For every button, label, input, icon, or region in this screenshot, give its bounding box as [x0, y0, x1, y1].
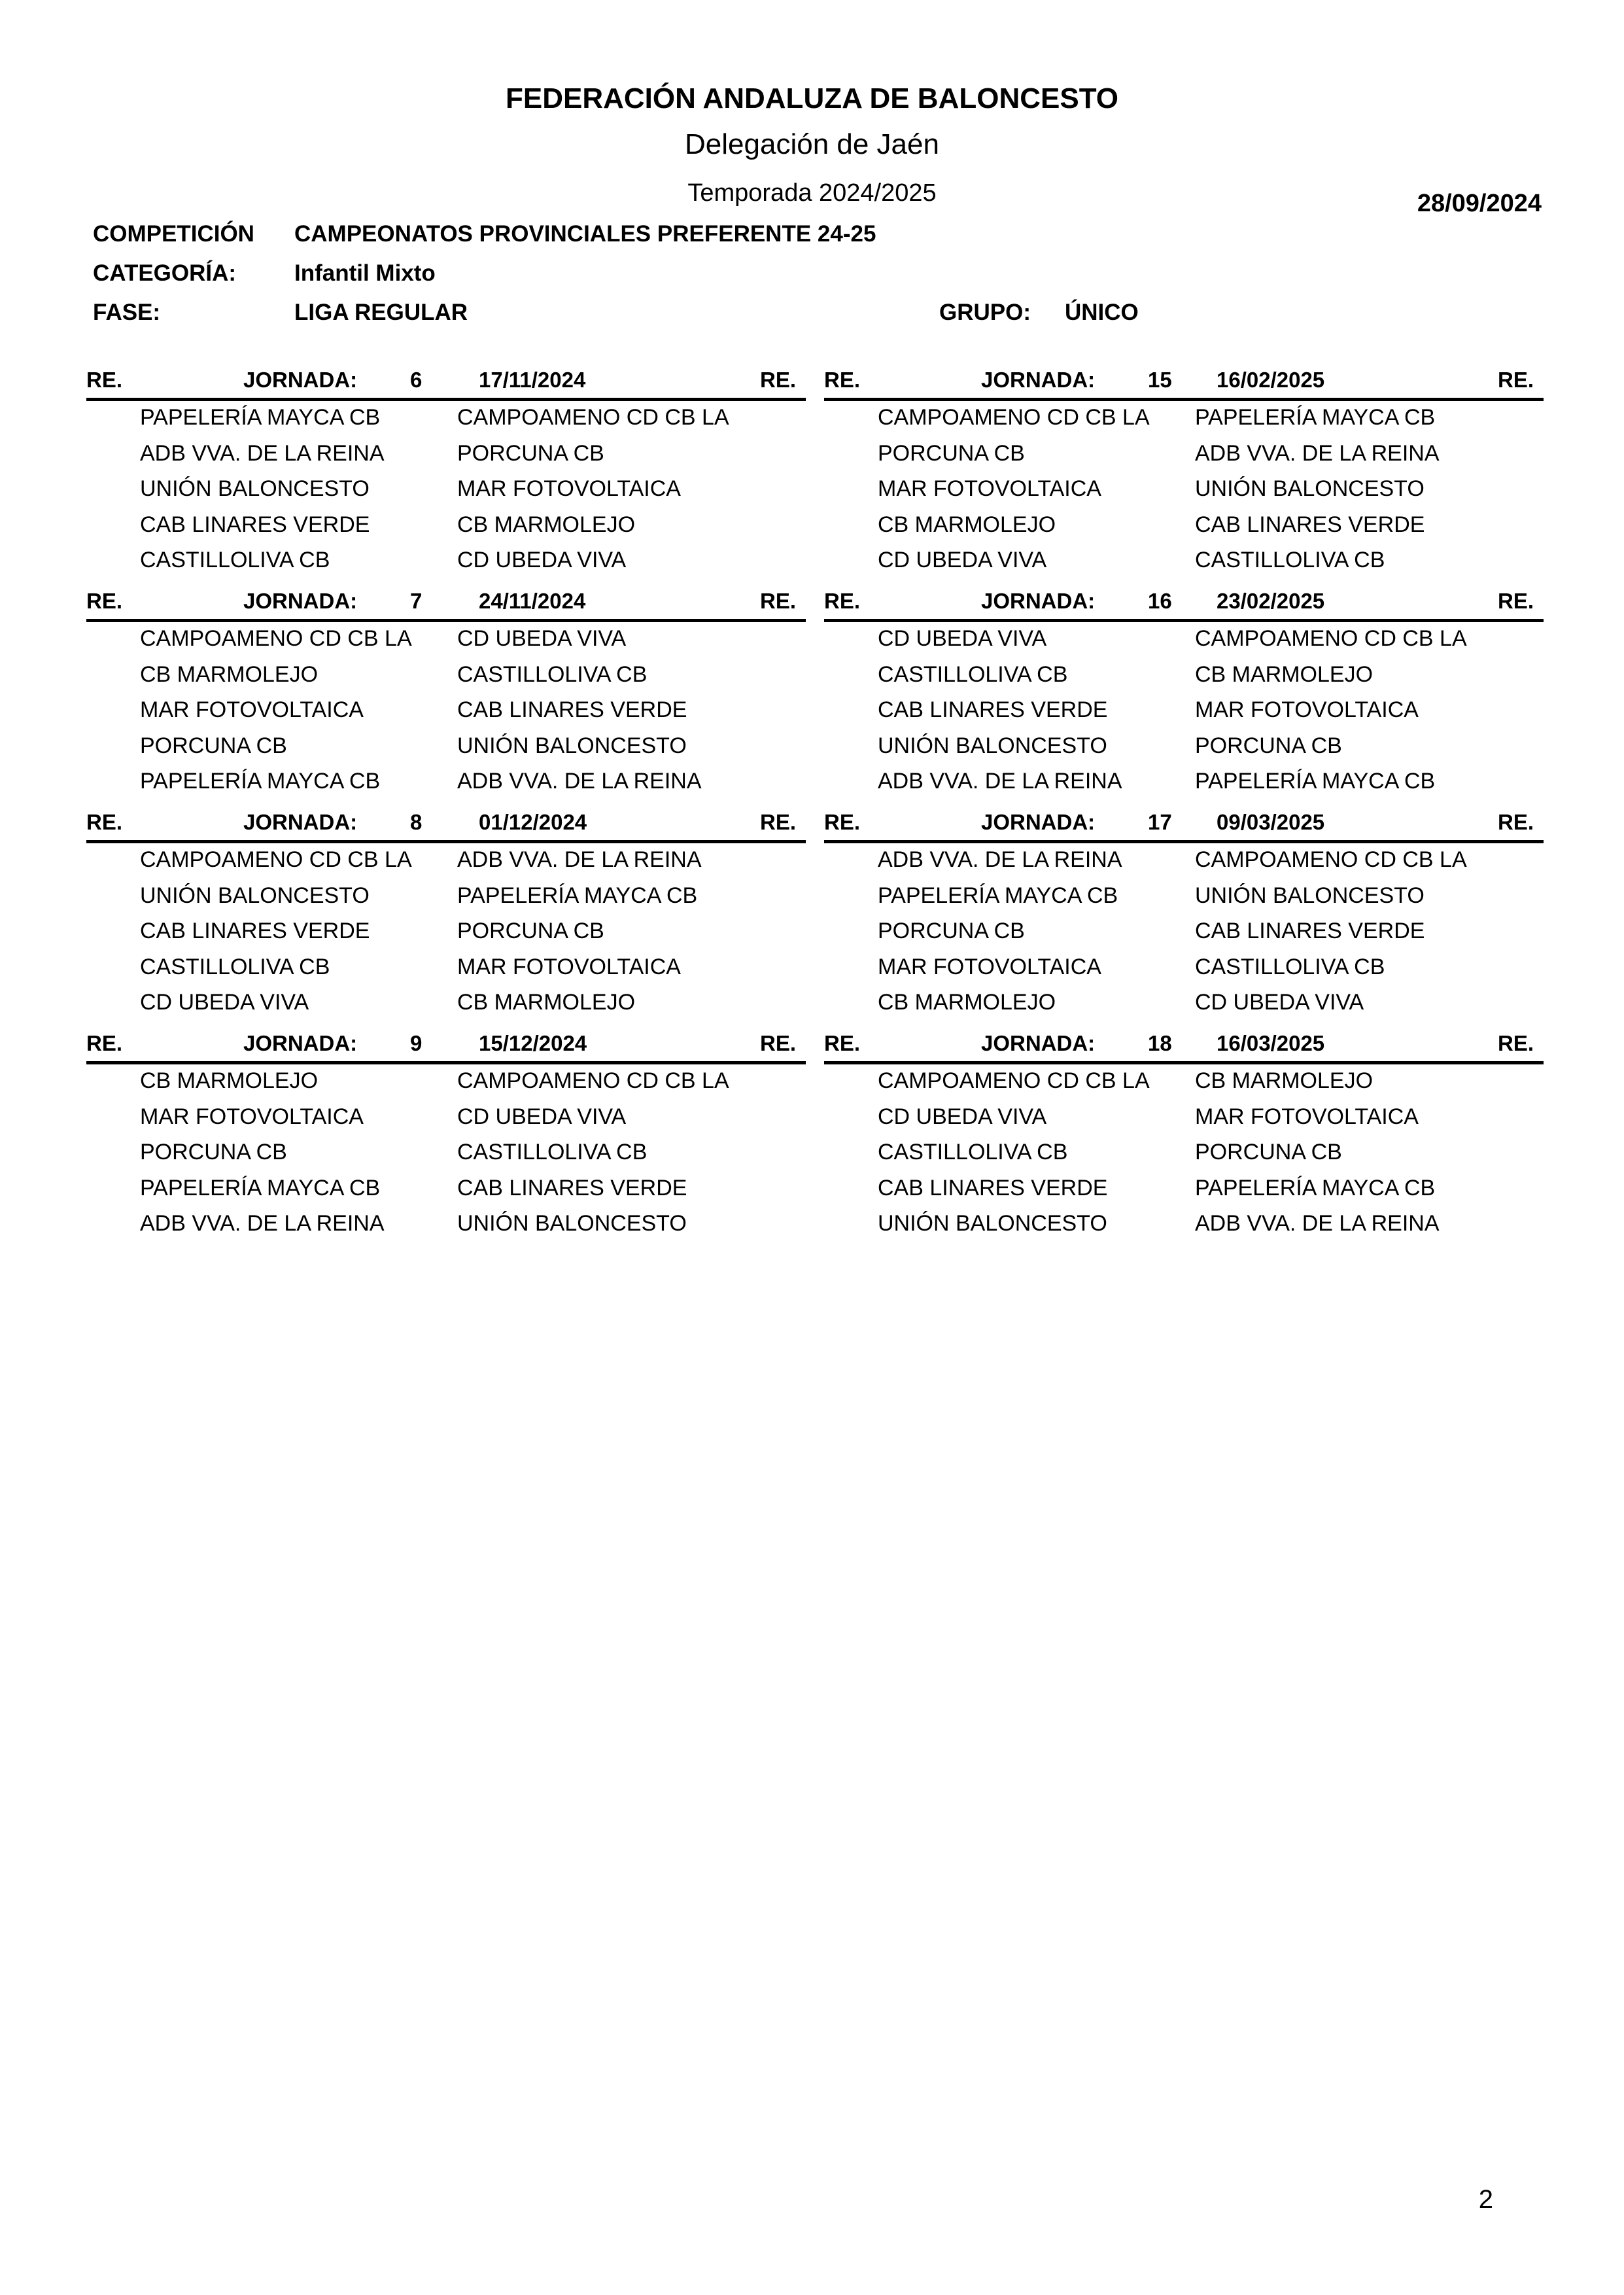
match-row [86, 1100, 806, 1136]
away-team: MAR FOTOVOLTAICA [457, 476, 681, 501]
home-team: CB MARMOLEJO [878, 512, 1056, 537]
away-team: CD UBEDA VIVA [457, 626, 627, 651]
document-date: 28/09/2024 [1417, 190, 1542, 217]
jornada-label: JORNADA: [243, 589, 358, 613]
home-team: CAB LINARES VERDE [140, 512, 370, 537]
match-row [824, 1172, 1544, 1208]
round-date: 01/12/2024 [479, 810, 587, 834]
re-label: RE. [86, 1031, 123, 1055]
away-team: CD UBEDA VIVA [1195, 990, 1364, 1015]
round-date: 16/02/2025 [1217, 368, 1325, 392]
away-team: CASTILLOLIVA CB [457, 661, 648, 687]
away-team: ADB VVA. DE LA REINA [457, 769, 702, 794]
jornada-number: 8 [410, 810, 423, 834]
round-header [824, 365, 1544, 401]
round-date: 17/11/2024 [479, 368, 586, 392]
home-team: PAPELERÍA MAYCA CB [140, 405, 381, 430]
match-row [824, 658, 1544, 694]
home-team: UNIÓN BALONCESTO [878, 733, 1107, 758]
home-team: PAPELERÍA MAYCA CB [878, 883, 1118, 908]
re-label: RE. [824, 368, 861, 392]
away-team: CAMPOAMENO CD CB LA [1195, 626, 1467, 651]
away-team: CASTILLOLIVA CB [457, 1140, 648, 1165]
home-team: CAMPOAMENO CD CB LA [878, 405, 1150, 430]
away-team: ADB VVA. DE LA REINA [1195, 440, 1440, 466]
match-row [824, 765, 1544, 801]
match-row [86, 765, 806, 801]
jornada-label: JORNADA: [243, 1031, 358, 1055]
away-team: MAR FOTOVOLTAICA [457, 954, 681, 979]
away-team: PORCUNA CB [457, 919, 604, 943]
match-row [824, 951, 1544, 987]
away-team: CAB LINARES VERDE [457, 697, 687, 722]
competicion-value: CAMPEONATOS PROVINCIALES PREFERENTE 24-25 [294, 221, 876, 247]
match-row [86, 729, 806, 765]
jornada-number: 9 [410, 1031, 423, 1055]
home-team: CB MARMOLEJO [140, 661, 319, 687]
away-team: CAB LINARES VERDE [457, 1175, 687, 1200]
jornada-label: JORNADA: [981, 368, 1096, 392]
home-team: ADB VVA. DE LA REINA [878, 847, 1122, 872]
match-row [86, 951, 806, 987]
match-row [86, 658, 806, 694]
jornada-number: 17 [1148, 810, 1172, 834]
home-team: PORCUNA CB [140, 1140, 287, 1165]
jornada-label: JORNADA: [243, 368, 358, 392]
round-header [86, 365, 806, 401]
home-team: MAR FOTOVOLTAICA [878, 476, 1101, 501]
away-team: CAMPOAMENO CD CB LA [457, 1068, 729, 1093]
match-row [824, 879, 1544, 915]
home-team: CD UBEDA VIVA [878, 548, 1047, 572]
away-team: UNIÓN BALONCESTO [1195, 883, 1425, 908]
round-block [824, 1028, 1544, 1243]
round-block [824, 807, 1544, 1022]
match-row [86, 879, 806, 915]
away-team: PAPELERÍA MAYCA CB [1195, 405, 1436, 430]
away-team: ADB VVA. DE LA REINA [457, 847, 702, 872]
home-team: CASTILLOLIVA CB [878, 661, 1068, 687]
match-row [86, 1207, 806, 1243]
match-row [86, 1064, 806, 1100]
jornada-label: JORNADA: [981, 1031, 1096, 1055]
match-row [86, 544, 806, 580]
match-row [86, 401, 806, 437]
jornada-number: 7 [410, 589, 423, 613]
re-label: RE. [824, 810, 861, 834]
jornada-number: 6 [410, 368, 423, 392]
home-team: UNIÓN BALONCESTO [140, 883, 370, 908]
round-date: 15/12/2024 [479, 1031, 587, 1055]
match-row [824, 622, 1544, 658]
away-team: CD UBEDA VIVA [457, 1104, 627, 1129]
re-label: RE. [1498, 589, 1534, 613]
season-label: Temporada 2024/2025 [687, 179, 937, 207]
match-row [86, 986, 806, 1022]
away-team: CB MARMOLEJO [1195, 1068, 1373, 1093]
match-row [86, 693, 806, 729]
away-team: CAB LINARES VERDE [1195, 512, 1425, 537]
match-row [86, 915, 806, 951]
round-block [824, 365, 1544, 580]
away-team: UNIÓN BALONCESTO [457, 733, 687, 758]
away-team: MAR FOTOVOLTAICA [1195, 1104, 1419, 1129]
match-row [824, 401, 1544, 437]
round-block [86, 586, 806, 801]
home-team: CAB LINARES VERDE [878, 1175, 1108, 1200]
home-team: ADB VVA. DE LA REINA [140, 440, 385, 466]
away-team: CASTILLOLIVA CB [1195, 548, 1385, 572]
home-team: PAPELERÍA MAYCA CB [140, 1175, 381, 1200]
match-row [824, 508, 1544, 544]
round-block [86, 807, 806, 1022]
document-title: FEDERACIÓN ANDALUZA DE BALONCESTO [505, 82, 1119, 114]
away-team: PORCUNA CB [1195, 733, 1342, 758]
match-row [86, 437, 806, 473]
away-team: UNIÓN BALONCESTO [457, 1211, 687, 1236]
match-row [86, 472, 806, 508]
home-team: UNIÓN BALONCESTO [140, 476, 370, 501]
home-team: CAMPOAMENO CD CB LA [878, 1068, 1150, 1093]
round-block [86, 365, 806, 580]
match-row [824, 437, 1544, 473]
jornada-number: 16 [1148, 589, 1172, 613]
away-team: CD UBEDA VIVA [457, 548, 627, 572]
jornada-label: JORNADA: [981, 810, 1096, 834]
home-team: CD UBEDA VIVA [140, 990, 309, 1015]
match-row [824, 986, 1544, 1022]
away-team: UNIÓN BALONCESTO [1195, 476, 1425, 501]
re-label: RE. [760, 1031, 797, 1055]
away-team: PORCUNA CB [1195, 1140, 1342, 1165]
jornada-label: JORNADA: [243, 810, 358, 834]
away-team: PAPELERÍA MAYCA CB [1195, 1175, 1436, 1200]
round-header [824, 586, 1544, 622]
home-team: PORCUNA CB [140, 733, 287, 758]
away-team: PORCUNA CB [457, 440, 604, 466]
away-team: CAMPOAMENO CD CB LA [457, 405, 729, 430]
home-team: CD UBEDA VIVA [878, 626, 1047, 651]
categoria-value: Infantil Mixto [294, 260, 436, 286]
jornada-number: 15 [1148, 368, 1172, 392]
round-date: 16/03/2025 [1217, 1031, 1325, 1055]
round-date: 09/03/2025 [1217, 810, 1325, 834]
round-header [86, 1028, 806, 1064]
away-team: CAMPOAMENO CD CB LA [1195, 847, 1467, 872]
away-team: CASTILLOLIVA CB [1195, 954, 1385, 979]
round-header [824, 807, 1544, 843]
away-team: PAPELERÍA MAYCA CB [1195, 769, 1436, 794]
match-row [824, 544, 1544, 580]
match-row [86, 508, 806, 544]
round-header [86, 807, 806, 843]
home-team: MAR FOTOVOLTAICA [878, 954, 1101, 979]
home-team: MAR FOTOVOLTAICA [140, 697, 364, 722]
away-team: CB MARMOLEJO [1195, 661, 1373, 687]
home-team: PORCUNA CB [878, 919, 1025, 943]
match-row [824, 1207, 1544, 1243]
fase-value: LIGA REGULAR [294, 300, 468, 325]
re-label: RE. [1498, 1031, 1534, 1055]
match-row [86, 1136, 806, 1172]
match-row [86, 1172, 806, 1208]
round-date: 24/11/2024 [479, 589, 586, 613]
match-row [86, 622, 806, 658]
away-team: PAPELERÍA MAYCA CB [457, 883, 698, 908]
home-team: ADB VVA. DE LA REINA [140, 1211, 385, 1236]
home-team: CAMPOAMENO CD CB LA [140, 847, 412, 872]
match-row [824, 1064, 1544, 1100]
home-team: CASTILLOLIVA CB [140, 954, 330, 979]
home-team: CB MARMOLEJO [140, 1068, 319, 1093]
jornada-number: 18 [1148, 1031, 1172, 1055]
competicion-label: COMPETICIÓN [93, 221, 254, 247]
grupo-value: ÚNICO [1065, 300, 1139, 325]
away-team: CB MARMOLEJO [457, 990, 636, 1015]
home-team: PAPELERÍA MAYCA CB [140, 769, 381, 794]
re-label: RE. [760, 368, 797, 392]
match-row [824, 843, 1544, 879]
match-row [86, 843, 806, 879]
round-date: 23/02/2025 [1217, 589, 1325, 613]
home-team: CAB LINARES VERDE [878, 697, 1108, 722]
page-number: 2 [1478, 2185, 1493, 2214]
home-team: CB MARMOLEJO [878, 990, 1056, 1015]
round-header [824, 1028, 1544, 1064]
document-subtitle: Delegación de Jaén [685, 128, 939, 160]
away-team: CB MARMOLEJO [457, 512, 636, 537]
re-label: RE. [1498, 368, 1534, 392]
match-row [824, 693, 1544, 729]
home-team: CAB LINARES VERDE [140, 919, 370, 943]
categoria-label: CATEGORÍA: [93, 260, 237, 286]
re-label: RE. [760, 810, 797, 834]
home-team: CD UBEDA VIVA [878, 1104, 1047, 1129]
away-team: ADB VVA. DE LA REINA [1195, 1211, 1440, 1236]
away-team: MAR FOTOVOLTAICA [1195, 697, 1419, 722]
jornada-label: JORNADA: [981, 589, 1096, 613]
re-label: RE. [824, 1031, 861, 1055]
grupo-label: GRUPO: [939, 300, 1031, 325]
home-team: PORCUNA CB [878, 440, 1025, 466]
away-team: CAB LINARES VERDE [1195, 919, 1425, 943]
round-block [86, 1028, 806, 1243]
round-header [86, 586, 806, 622]
home-team: CASTILLOLIVA CB [878, 1140, 1068, 1165]
re-label: RE. [760, 589, 797, 613]
re-label: RE. [86, 810, 123, 834]
round-block [824, 586, 1544, 801]
match-row [824, 915, 1544, 951]
home-team: ADB VVA. DE LA REINA [878, 769, 1122, 794]
re-label: RE. [86, 589, 123, 613]
home-team: CASTILLOLIVA CB [140, 548, 330, 572]
match-row [824, 729, 1544, 765]
re-label: RE. [1498, 810, 1534, 834]
re-label: RE. [824, 589, 861, 613]
match-row [824, 1136, 1544, 1172]
match-row [824, 1100, 1544, 1136]
match-row [824, 472, 1544, 508]
fase-label: FASE: [93, 300, 161, 325]
home-team: UNIÓN BALONCESTO [878, 1211, 1107, 1236]
home-team: CAMPOAMENO CD CB LA [140, 626, 412, 651]
re-label: RE. [86, 368, 123, 392]
home-team: MAR FOTOVOLTAICA [140, 1104, 364, 1129]
